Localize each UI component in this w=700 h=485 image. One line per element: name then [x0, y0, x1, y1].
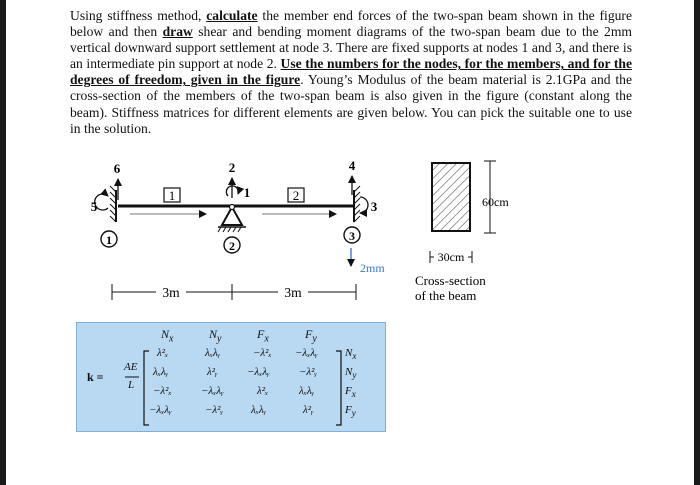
- matrix-cell: −λ²ᵧ: [205, 404, 224, 416]
- coefficient-numerator: AE: [124, 361, 138, 373]
- row-label-4: $F_y$: [345, 404, 356, 419]
- node-2-label: 2: [229, 239, 235, 253]
- member-2-label: 2: [292, 188, 300, 203]
- matrix-cell: λ²ₓ: [157, 347, 169, 359]
- dof-label-5: 5: [90, 199, 98, 214]
- cross-section-rectangle: [432, 163, 470, 231]
- matrix-cell: λₓλᵧ: [299, 385, 315, 397]
- problem-text-1: Using stiffness method,: [70, 8, 207, 23]
- stiffness-matrix-box: [76, 322, 386, 432]
- fixed-support-node-3: [354, 186, 360, 222]
- matrix-cell: −λₓλᵧ: [201, 385, 224, 397]
- section-height-label: 60cm: [482, 195, 509, 209]
- matrix-cell: λₓλᵧ: [251, 404, 267, 416]
- matrix-cell: λₓλᵧ: [153, 366, 169, 378]
- cross-section-caption-line-1: Cross-section: [415, 273, 486, 288]
- stiffness-k-label: k =: [87, 370, 104, 384]
- settlement-label: 2mm: [360, 261, 385, 275]
- problem-text-3: shear and bending moment diagrams of the two-span beam due to the 2mm vertical downward support settlement at node 3. There are fixed supports at nodes 1 and 3, and there is an intermediate pin support at node 2.: [70, 24, 633, 72]
- matrix-cell: −λₓλᵧ: [149, 404, 172, 416]
- row-label-1: $N_x$: [345, 347, 357, 362]
- node-3-label: 3: [349, 229, 355, 243]
- dof-label-3: 3: [370, 199, 378, 214]
- dof-label-6: 6: [113, 161, 121, 176]
- section-width-label: 30cm: [437, 250, 465, 264]
- matrix-cell: −λₓλᵧ: [295, 347, 318, 359]
- dof-3-rotation-arrow: [360, 197, 368, 213]
- problem-bold-calculate: calculate: [206, 8, 258, 23]
- matrix-brackets: [77, 323, 385, 431]
- matrix-cell: λ²ᵧ: [207, 366, 218, 378]
- row-label-3: $F_x$: [345, 385, 356, 400]
- problem-bold-draw: draw: [162, 24, 193, 40]
- problem-text-4: . Young’s Modulus of the beam material is 2.1GPa and the cross-section of the members of the two-span beam is also given in the figure (constant along the beam). Stiffness matrices for different elements are given below. You can pick the suitable one to use in the solution.: [70, 72, 632, 136]
- matrix-cell: −λₓλᵧ: [247, 366, 270, 378]
- problem-bold-instruction: Use the numbers for the nodes, for the members, and for the degrees of freedom, given in the figure: [70, 56, 632, 88]
- dof-label-1: 1: [243, 185, 251, 200]
- matrix-cell: λₓλᵧ: [205, 347, 221, 359]
- member-1-label: 1: [168, 188, 176, 203]
- col-header-2: $N_y$: [209, 327, 222, 345]
- matrix-cell: λ²ₓ: [257, 385, 269, 397]
- cross-section-caption-line-2: of the beam: [415, 288, 477, 303]
- coefficient-denominator: L: [128, 379, 135, 391]
- dof-label-4: 4: [348, 158, 356, 173]
- pin-support-node-2: [218, 205, 246, 233]
- col-header-3: $F_x$: [257, 327, 269, 345]
- matrix-cell: −λ²ᵧ: [299, 366, 318, 378]
- col-header-1: $N_x$: [161, 327, 174, 345]
- node-1-label: 1: [106, 233, 112, 247]
- matrix-cell: −λ²ₓ: [253, 347, 272, 359]
- problem-text-2: the member end forces of the two-span beam shown in the figure below and then: [70, 8, 632, 40]
- matrix-cell: λ²ᵧ: [303, 404, 314, 416]
- span-1-length: 3m: [162, 285, 180, 300]
- dof-label-2: 2: [228, 160, 236, 175]
- matrix-cell: −λ²ₓ: [153, 385, 172, 397]
- col-header-4: $F_y$: [305, 327, 317, 345]
- fixed-support-node-1: [110, 186, 116, 222]
- row-label-2: $N_y$: [345, 366, 357, 381]
- span-2-length: 3m: [284, 285, 302, 300]
- span-dimension-line: [112, 284, 356, 300]
